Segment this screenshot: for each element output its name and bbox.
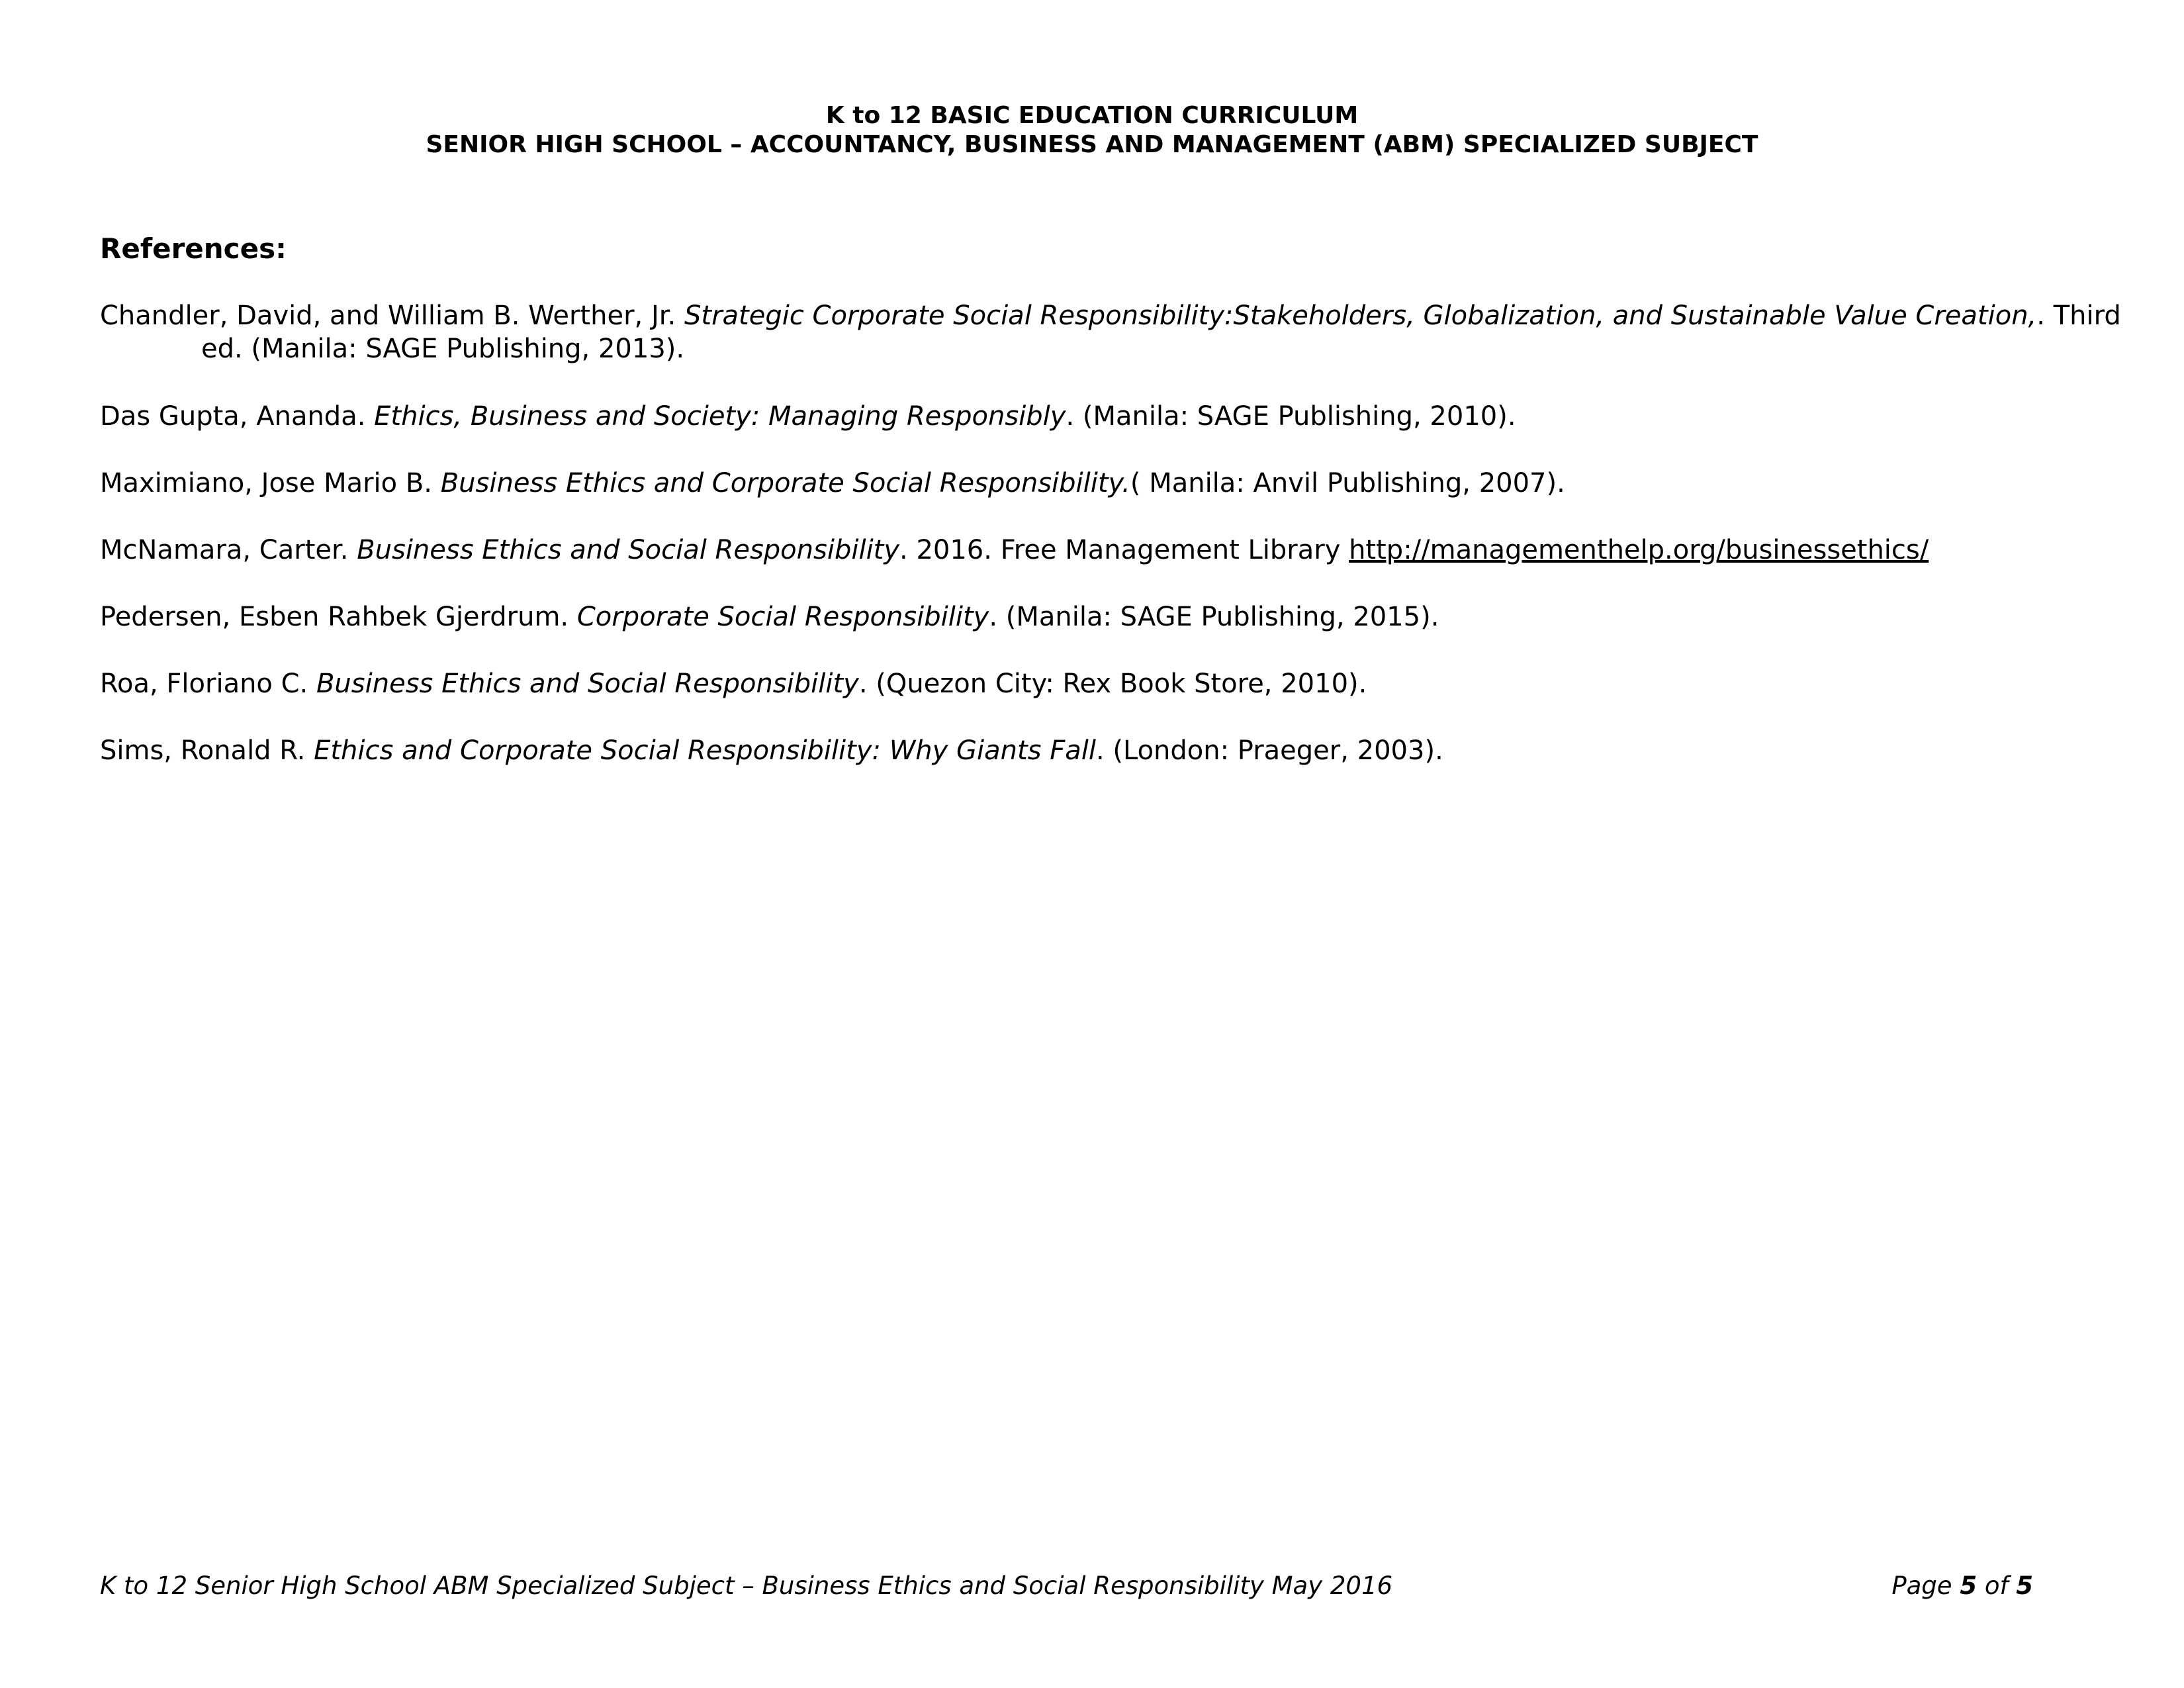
reference-details: . (Manila: SAGE Publishing, 2015).	[989, 602, 1439, 632]
reference-title: Ethics, Business and Society: Managing Responsibly	[374, 401, 1066, 432]
reference-link[interactable]: http://managementhelp.org/businessethics/	[1349, 535, 1929, 565]
reference-item	[100, 534, 2154, 567]
reference-title: Business Ethics and Social Responsibility	[316, 669, 859, 699]
reference-title: Business Ethics and Social Responsibility	[357, 535, 900, 565]
reference-item	[100, 299, 2154, 365]
reference-title: Strategic Corporate Social Responsibility:Stakeholders, Globalization, and Sustainable Value Creation,	[684, 301, 2037, 331]
reference-author: Maximiano, Jose Mario B.	[100, 468, 441, 498]
reference-title: Corporate Social Responsibility	[576, 602, 989, 632]
reference-author: Pedersen, Esben Rahbek Gjerdrum.	[100, 602, 577, 632]
page-current: 5	[1960, 1571, 1978, 1600]
page-total: 5	[2016, 1571, 2033, 1600]
reference-item	[100, 467, 2154, 500]
reference-author: Das Gupta, Ananda.	[100, 401, 375, 432]
reference-author: Roa, Floriano C.	[100, 669, 316, 699]
page-of: of	[1977, 1571, 2017, 1600]
reference-item	[100, 400, 2154, 433]
page-number	[1891, 1571, 2033, 1601]
reference-details: . Third ed. (Manila: SAGE Publishing, 2013).	[201, 301, 2121, 364]
subject-title: SENIOR HIGH SCHOOL – ACCOUNTANCY, BUSINESS AND MANAGEMENT (ABM) SPECIALIZED SUBJECT	[426, 131, 1758, 158]
page-prefix: Page	[1891, 1571, 1960, 1600]
references-heading: References:	[100, 232, 287, 265]
reference-item	[100, 667, 2154, 700]
reference-title: Business Ethics and Corporate Social Responsibility.	[440, 468, 1130, 498]
footer-document-title: K to 12 Senior High School ABM Specialized Subject – Business Ethics and Social Responsibility May 2016	[100, 1571, 1393, 1600]
curriculum-title: K to 12 BASIC EDUCATION CURRICULUM	[825, 102, 1359, 129]
reference-author: McNamara, Carter.	[100, 535, 357, 565]
reference-details: . 2016. Free Management Library	[899, 535, 1349, 565]
reference-details: ( Manila: Anvil Publishing, 2007).	[1130, 468, 1565, 498]
reference-item	[100, 600, 2154, 633]
reference-details: . (London: Praeger, 2003).	[1095, 735, 1443, 766]
reference-details: . (Quezon City: Rex Book Store, 2010).	[858, 669, 1367, 699]
reference-details: . (Manila: SAGE Publishing, 2010).	[1066, 401, 1516, 432]
reference-title: Ethics and Corporate Social Responsibility: Why Giants Fall	[314, 735, 1096, 766]
reference-author: Sims, Ronald R.	[100, 735, 314, 766]
reference-author: Chandler, David, and William B. Werther, Jr.	[100, 301, 684, 331]
reference-item	[100, 734, 2154, 767]
